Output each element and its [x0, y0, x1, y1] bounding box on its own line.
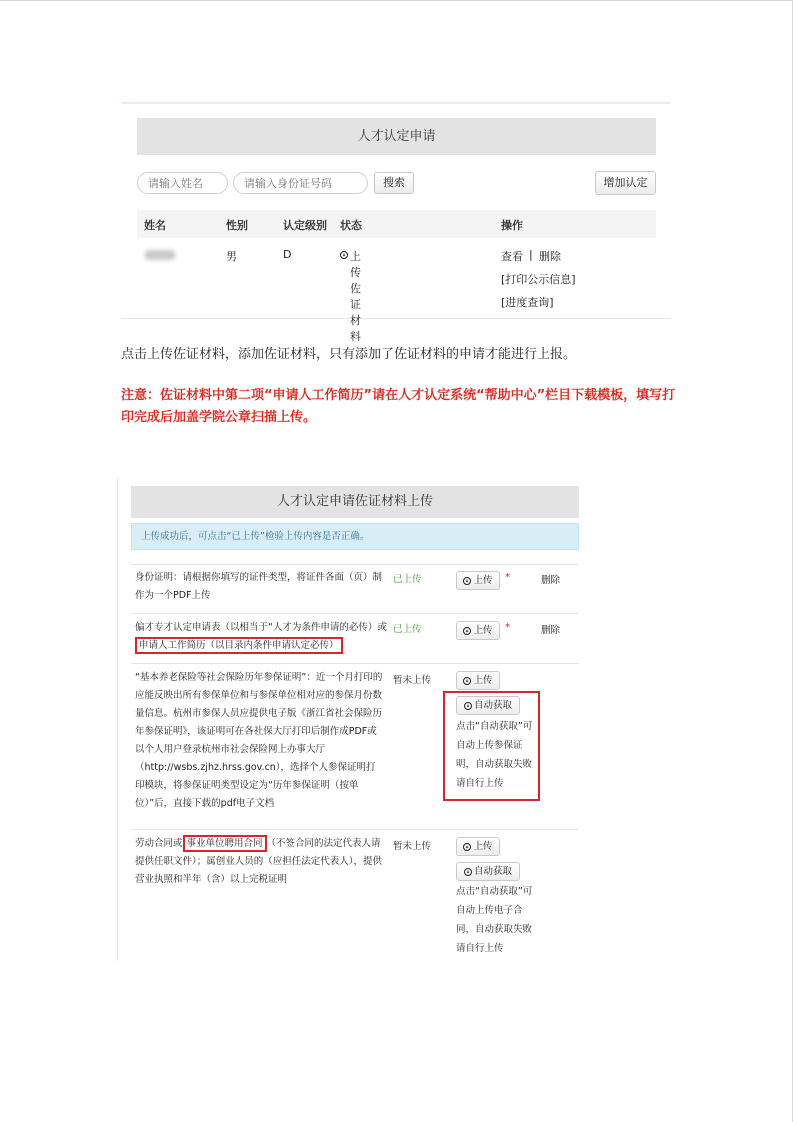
upload-evidence-link[interactable]: 上传佐证材料: [340, 248, 350, 261]
table-header: [137, 210, 656, 238]
material-row: [131, 663, 579, 830]
column-header: 性别: [226, 219, 248, 232]
application-list-screenshot: [121, 102, 671, 343]
separator: |: [529, 248, 533, 261]
material-description: 偏才专才认定申请表（以相当于“人才为条件申请的必传）或 申请人工作简历（以目录内条件申请认定必传）: [135, 619, 387, 655]
panel-title: 人才认定申请: [137, 118, 656, 155]
redacted-name: [145, 250, 175, 260]
download-icon: [464, 868, 472, 876]
material-description: 劳动合同或 事业单位聘用合同 （不签合同的法定代表人请提供任职文件）；属创业人员的（应担任法定代表人），提供营业执照和半年（含）以上完税证明: [135, 835, 383, 889]
name-search-input[interactable]: [137, 172, 228, 194]
auto-fetch-hint: 点击“自动获取”可自动上传电子合同，自动获取失败请自行上传: [456, 886, 533, 954]
upload-button[interactable]: 上传: [456, 837, 500, 856]
column-header: 认定级别: [283, 219, 327, 232]
highlighted-contract-item: 事业单位聘用合同: [183, 835, 267, 852]
download-icon: [464, 702, 472, 710]
search-button[interactable]: 搜索: [374, 172, 414, 194]
upload-status[interactable]: 已上传: [393, 624, 422, 635]
add-application-button[interactable]: 增加认定: [595, 171, 656, 195]
auto-fetch-button[interactable]: 自动获取: [456, 862, 520, 881]
upload-status: 暂未上传: [393, 841, 432, 852]
id-search-input[interactable]: [233, 172, 368, 194]
upload-icon: [463, 577, 471, 585]
material-row: [131, 564, 579, 614]
material-description: 身份证明：请根据你填写的证件类型，将证件各面（页）制作为一个PDF上传: [135, 572, 383, 601]
auto-fetch-hint: 点击“自动获取”可自动上传参保证明，自动获取失败请自行上传: [456, 721, 533, 789]
material-row: [131, 829, 579, 962]
upload-status: 暂未上传: [393, 675, 432, 686]
upload-button[interactable]: 上传: [456, 671, 500, 690]
table-row: [137, 238, 656, 343]
required-mark: *: [505, 622, 510, 633]
required-mark: *: [505, 572, 510, 583]
panel-title: 人才认定申请佐证材料上传: [131, 486, 579, 518]
gender-cell: 男: [226, 250, 237, 263]
highlighted-resume-item: 申请人工作简历（以目录内条件申请认定必传）: [135, 637, 343, 654]
view-link[interactable]: 查看: [501, 250, 523, 263]
upload-button[interactable]: 上传: [456, 571, 500, 590]
upload-button[interactable]: 上传: [456, 621, 500, 640]
warning-note: 注意：佐证材料中第二项“申请人工作简历”请在人才认定系统“帮助中心”栏目下载模板，填写打印完成后加盖学院公章扫描上传。: [121, 388, 676, 425]
column-header: 姓名: [144, 219, 166, 232]
print-notice-link[interactable]: [打印公示信息]: [501, 273, 576, 286]
instruction-text: 点击上传佐证材料，添加佐证材料，只有添加了佐证材料的申请才能进行上报。: [121, 347, 577, 362]
upload-status[interactable]: 已上传: [393, 574, 422, 585]
material-description: “基本养老保险等社会保险历年参保证明”：近一个月打印的应能反映出所有参保单位和与参保单位相对应的参保月份数量信息。杭州市参保人员应提供电子版《浙江省社会保险历年参保证明》，该证明可在各社保大厅打印后制作成PDF或以个人用户登录杭州市社会保险网上办事大厅（http://wsbs.zjhz.hrss.gov.cn），选择个人参保证明打印模块，将参保证明类型设定为“历年参保证明（按单位）”后，直接下载的pdf电子文档: [135, 672, 383, 809]
level-cell: D: [283, 248, 292, 261]
delete-link[interactable]: 删除: [541, 625, 561, 636]
upload-icon: [463, 843, 471, 851]
auto-fetch-button[interactable]: 自动获取: [456, 696, 520, 715]
material-row: [131, 613, 579, 664]
upload-icon: [463, 677, 471, 685]
info-alert: 上传成功后，可点击“已上传”检验上传内容是否正确。: [131, 523, 579, 550]
column-header: 操作: [501, 219, 523, 232]
page-border: [0, 0, 793, 1]
upload-icon: [340, 251, 348, 259]
column-header: 状态: [340, 219, 362, 232]
evidence-upload-screenshot: [117, 477, 588, 961]
delete-link[interactable]: 删除: [541, 575, 561, 586]
delete-link[interactable]: 删除: [539, 250, 561, 263]
progress-query-link[interactable]: [进度查询]: [501, 296, 554, 309]
upload-icon: [463, 627, 471, 635]
